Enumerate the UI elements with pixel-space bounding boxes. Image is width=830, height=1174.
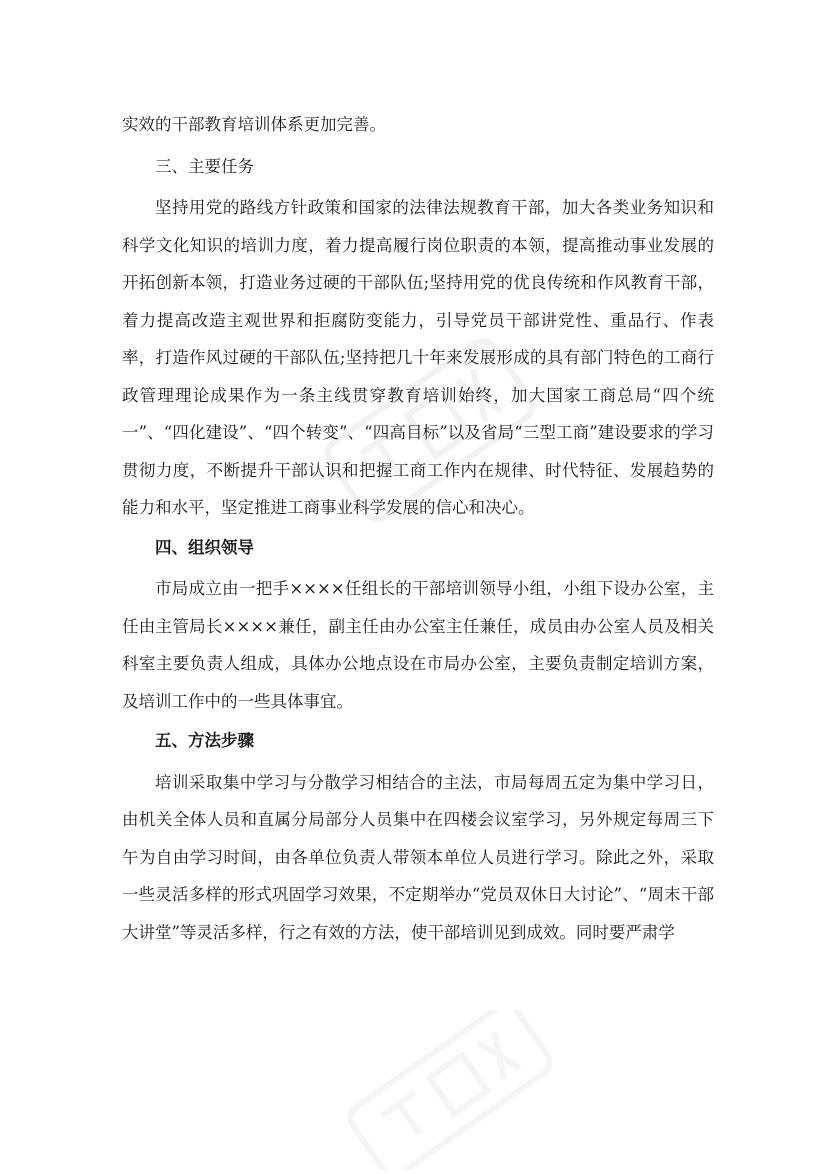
paragraph-continuation: 实效的干部教育培训体系更加完善。 (122, 115, 386, 134)
watermark-icon-bottom (320, 1010, 580, 1170)
paragraph-main-tasks: 坚持用党的路线方针政策和国家的法律法规教育干部，加大各类业务知识和科学文化知识的培训力度，着力提高履行岗位职责的本领，提高推动事业发展的开拓创新本领，打造业务过硬的干部队伍;坚持用党的优良传统和作风教育干部，着力提高改造主观世界和拒腐防变能力，引导党员干部讲党性、重品行、作表率，打造作风过硬的干部队伍;坚持把几十年来发展形成的具有部门特色的工商行政管理理论成果作为一条主线贯穿教育培训始终，加大国家工商总局“四个统一”、“四化建设”、“四个转变”、“四高目标”以及省局“三型工商”建设要求的学习贯彻力度，不断提升干部认识和把握工商工作内在规律、时代特征、发展趋势的能力和水平，坚定推进工商事业科学发展的信心和决心。 (122, 198, 714, 517)
paragraph-organization: 市局成立由一把手××××任组长的干部培训领导小组，小组下设办公室，主任由主管局长××××兼任，副主任由办公室主任兼任，成员由办公室人员及相关科室主要负责人组成，具体办公地点设在市局办公室，主要负责制定培训方案，及培训工作中的一些具体事宜。 (122, 579, 714, 711)
paragraph-methods: 培训采取集中学习与分散学习相结合的主法，市局每周五定为集中学习日，由机关全体人员和直属分局部分人员集中在四楼会议室学习，另外规定每周三下午为自由学习时间，由各单位负责人带领本单位人员进行学习。除此之外，采取一些灵活多样的形式巩固学习效果，不定期举办“党员双休日大讨论”、“周末干部大讲堂”等灵活多样，行之有效的方法，使干部培训见到成效。同时要严肃学 (122, 772, 714, 942)
section-heading-main-tasks: 三、主要任务 (155, 156, 254, 176)
section-heading-organization: 四、组织领导 (155, 537, 254, 557)
section-heading-methods: 五、方法步骤 (155, 731, 254, 750)
document-body (122, 106, 714, 951)
